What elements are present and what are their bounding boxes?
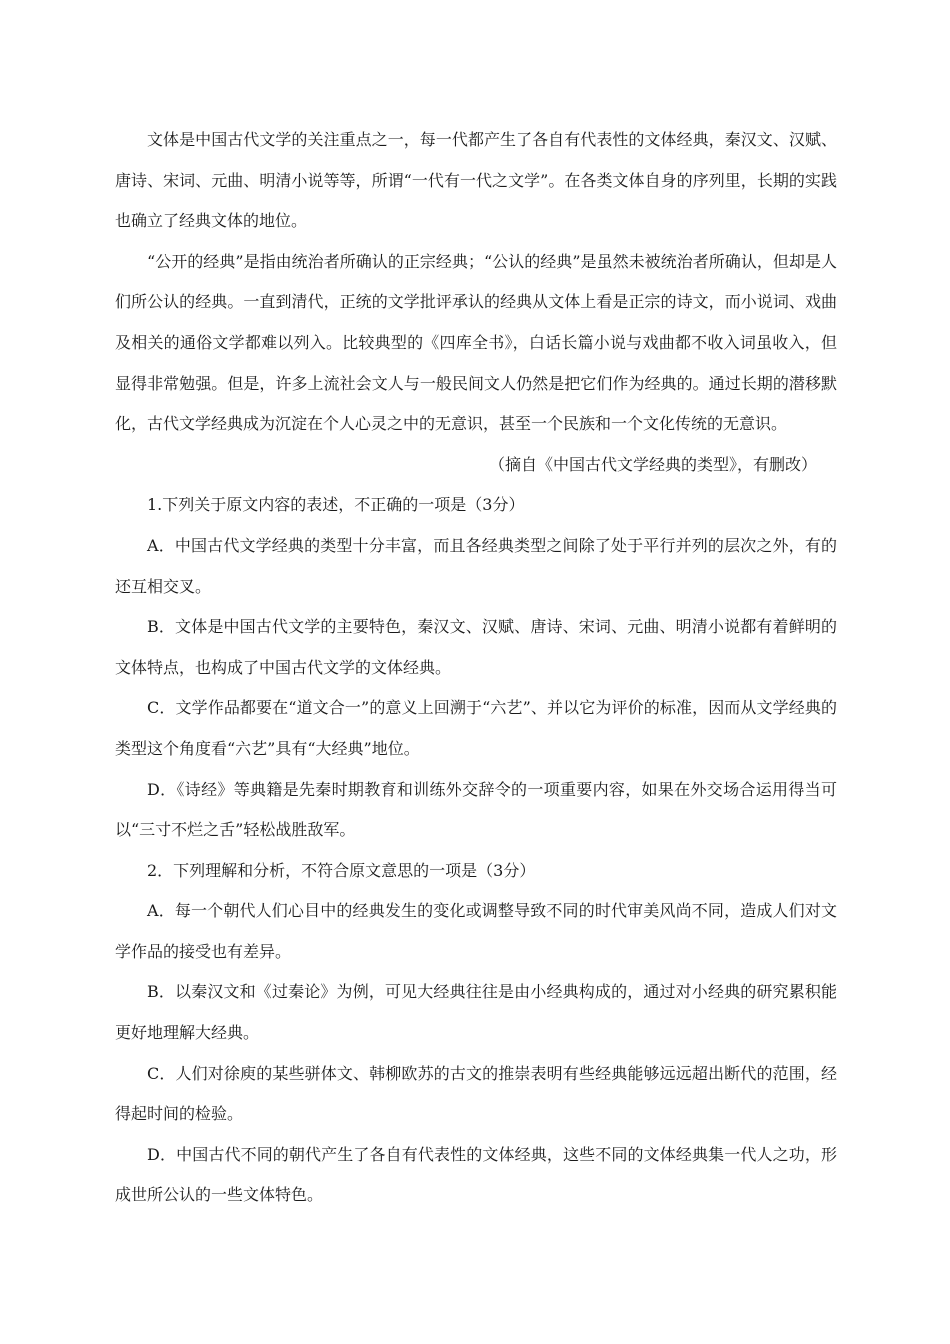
question-1-option-b: B．文体是中国古代文学的主要特色，秦汉文、汉赋、唐诗、宋词、元曲、明清小说都有着鲜明的文体特点，也构成了中国古代文学的文体经典。	[115, 617, 837, 677]
question-2-stem: 2．下列理解和分析，不符合原文意思的一项是（3分）	[147, 860, 536, 880]
question-2-option-c: C．人们对徐庾的某些骈体文、韩柳欧苏的古文的推崇表明有些经典能够远远超出断代的范围，经得起时间的检验。	[115, 1063, 837, 1124]
question-2-option-b: B．以秦汉文和《过秦论》为例，可见大经典往往是由小经典构成的，通过对小经典的研究累积能更好地理解大经典。	[115, 982, 837, 1043]
question-2-option-d: D．中国古代不同的朝代产生了各自有代表性的文体经典，这些不同的文体经典集一代人之功，形成世所公认的一些文体特色。	[115, 1144, 837, 1205]
document-page	[115, 120, 837, 1216]
question-1-stem: 1.下列关于原文内容的表述，不正确的一项是（3分）	[147, 495, 525, 515]
passage-paragraph-1: 文体是中国古代文学的关注重点之一，每一代都产生了各自有代表性的文体经典，秦汉文、汉赋、唐诗、宋词、元曲、明清小说等等，所谓“一代有一代之文学”。在各类文体自身的序列里，长期的实践也确立了经典文体的地位。	[115, 130, 837, 231]
question-1-option-a: A．中国古代文学经典的类型十分丰富，而且各经典类型之间除了处于平行并列的层次之外，有的还互相交叉。	[115, 535, 837, 596]
question-2-option-a: A．每一个朝代人们心目中的经典发生的变化或调整导致不同的时代审美风尚不同，造成人们对文学作品的接受也有差异。	[115, 901, 837, 961]
passage-source: （摘自《中国古代文学经典的类型》，有删改）	[488, 454, 817, 474]
passage-paragraph-2: “公开的经典”是指由统治者所确认的正宗经典；“公认的经典”是虽然未被统治者所确认，但却是人们所公认的经典。一直到清代，正统的文学批评承认的经典从文体上看是正宗的诗文，而小说词、戏曲及相关的通俗文学都难以列入。比较典型的《四库全书》，白话长篇小说与戏曲都不收入词虽收入，但显得非常勉强。但是，许多上流社会文人与一般民间文人仍然是把它们作为经典的。通过长期的潜移默化，古代文学经典成为沉淀在个人心灵之中的无意识，甚至一个民族和一个文化传统的无意识。	[115, 251, 837, 434]
question-1-option-c: C．文学作品都要在“道文合一”的意义上回溯于“六艺”、并以它为评价的标准，因而从文学经典的类型这个角度看“六艺”具有“大经典”地位。	[115, 698, 837, 758]
question-1-option-d: D．《诗经》等典籍是先秦时期教育和训练外交辞令的一项重要内容，如果在外交场合运用得当可以“三寸不烂之舌”轻松战胜敌军。	[115, 779, 837, 840]
